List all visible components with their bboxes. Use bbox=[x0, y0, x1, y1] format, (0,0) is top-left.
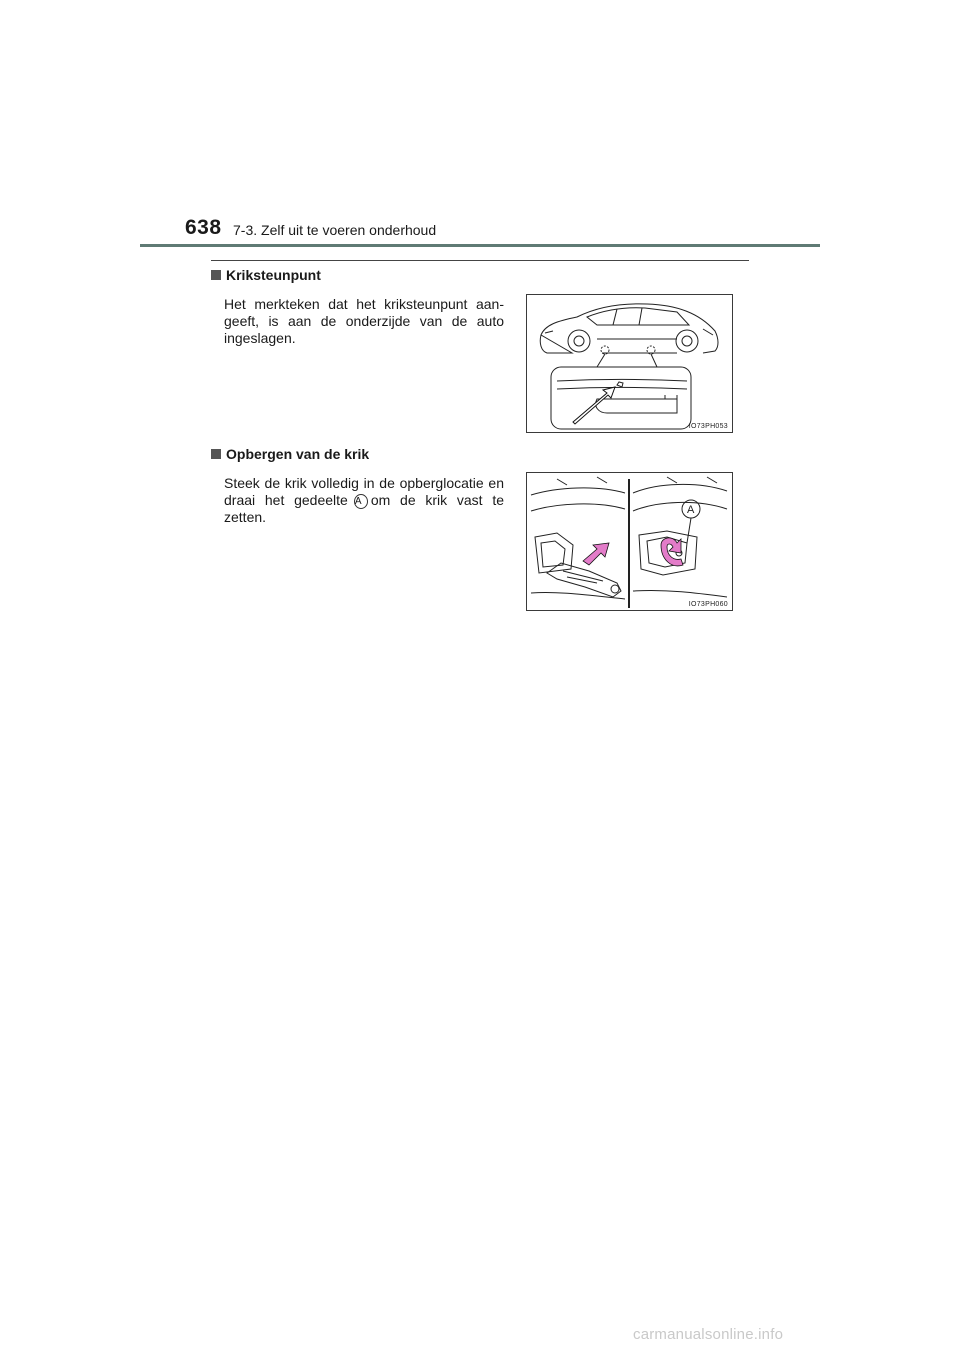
callout-marker: A bbox=[354, 494, 368, 509]
figure-callout-letter: A bbox=[687, 504, 695, 516]
section-paragraph-kriksteunpunt: Het merkteken dat het kriksteunpunt aan-geeft, is aan de onderzijde van de auto ingeslagen. bbox=[224, 296, 504, 346]
heading-text: Kriksteunpunt bbox=[226, 267, 321, 283]
figure-code: IO73PH060 bbox=[688, 601, 728, 608]
square-bullet-icon bbox=[211, 449, 221, 459]
chapter-title: 7-3. Zelf uit te voeren onderhoud bbox=[233, 222, 437, 238]
paragraph-text-after: om de krik vast te zetten. bbox=[224, 492, 504, 525]
watermark: carmanualsonline.info bbox=[633, 1326, 784, 1343]
paragraph-text-before: Steek de krik volledig in de opberglocatie en draai het gedeelte bbox=[224, 475, 504, 508]
figure-jack-storage bbox=[526, 472, 733, 611]
heading-text: Opbergen van de krik bbox=[226, 446, 370, 462]
car-jack-point-illustration bbox=[527, 295, 732, 432]
figure-jack-point bbox=[526, 294, 733, 433]
section-rule bbox=[211, 260, 749, 261]
figure-code: IO73PH053 bbox=[688, 423, 728, 430]
section-heading-kriksteunpunt bbox=[211, 267, 321, 283]
page-number: 638 bbox=[185, 216, 222, 239]
section-paragraph-opbergen bbox=[224, 475, 504, 526]
jack-storage-illustration bbox=[527, 473, 732, 610]
square-bullet-icon bbox=[211, 270, 221, 280]
header-rule bbox=[140, 244, 820, 247]
section-heading-opbergen bbox=[211, 446, 369, 462]
